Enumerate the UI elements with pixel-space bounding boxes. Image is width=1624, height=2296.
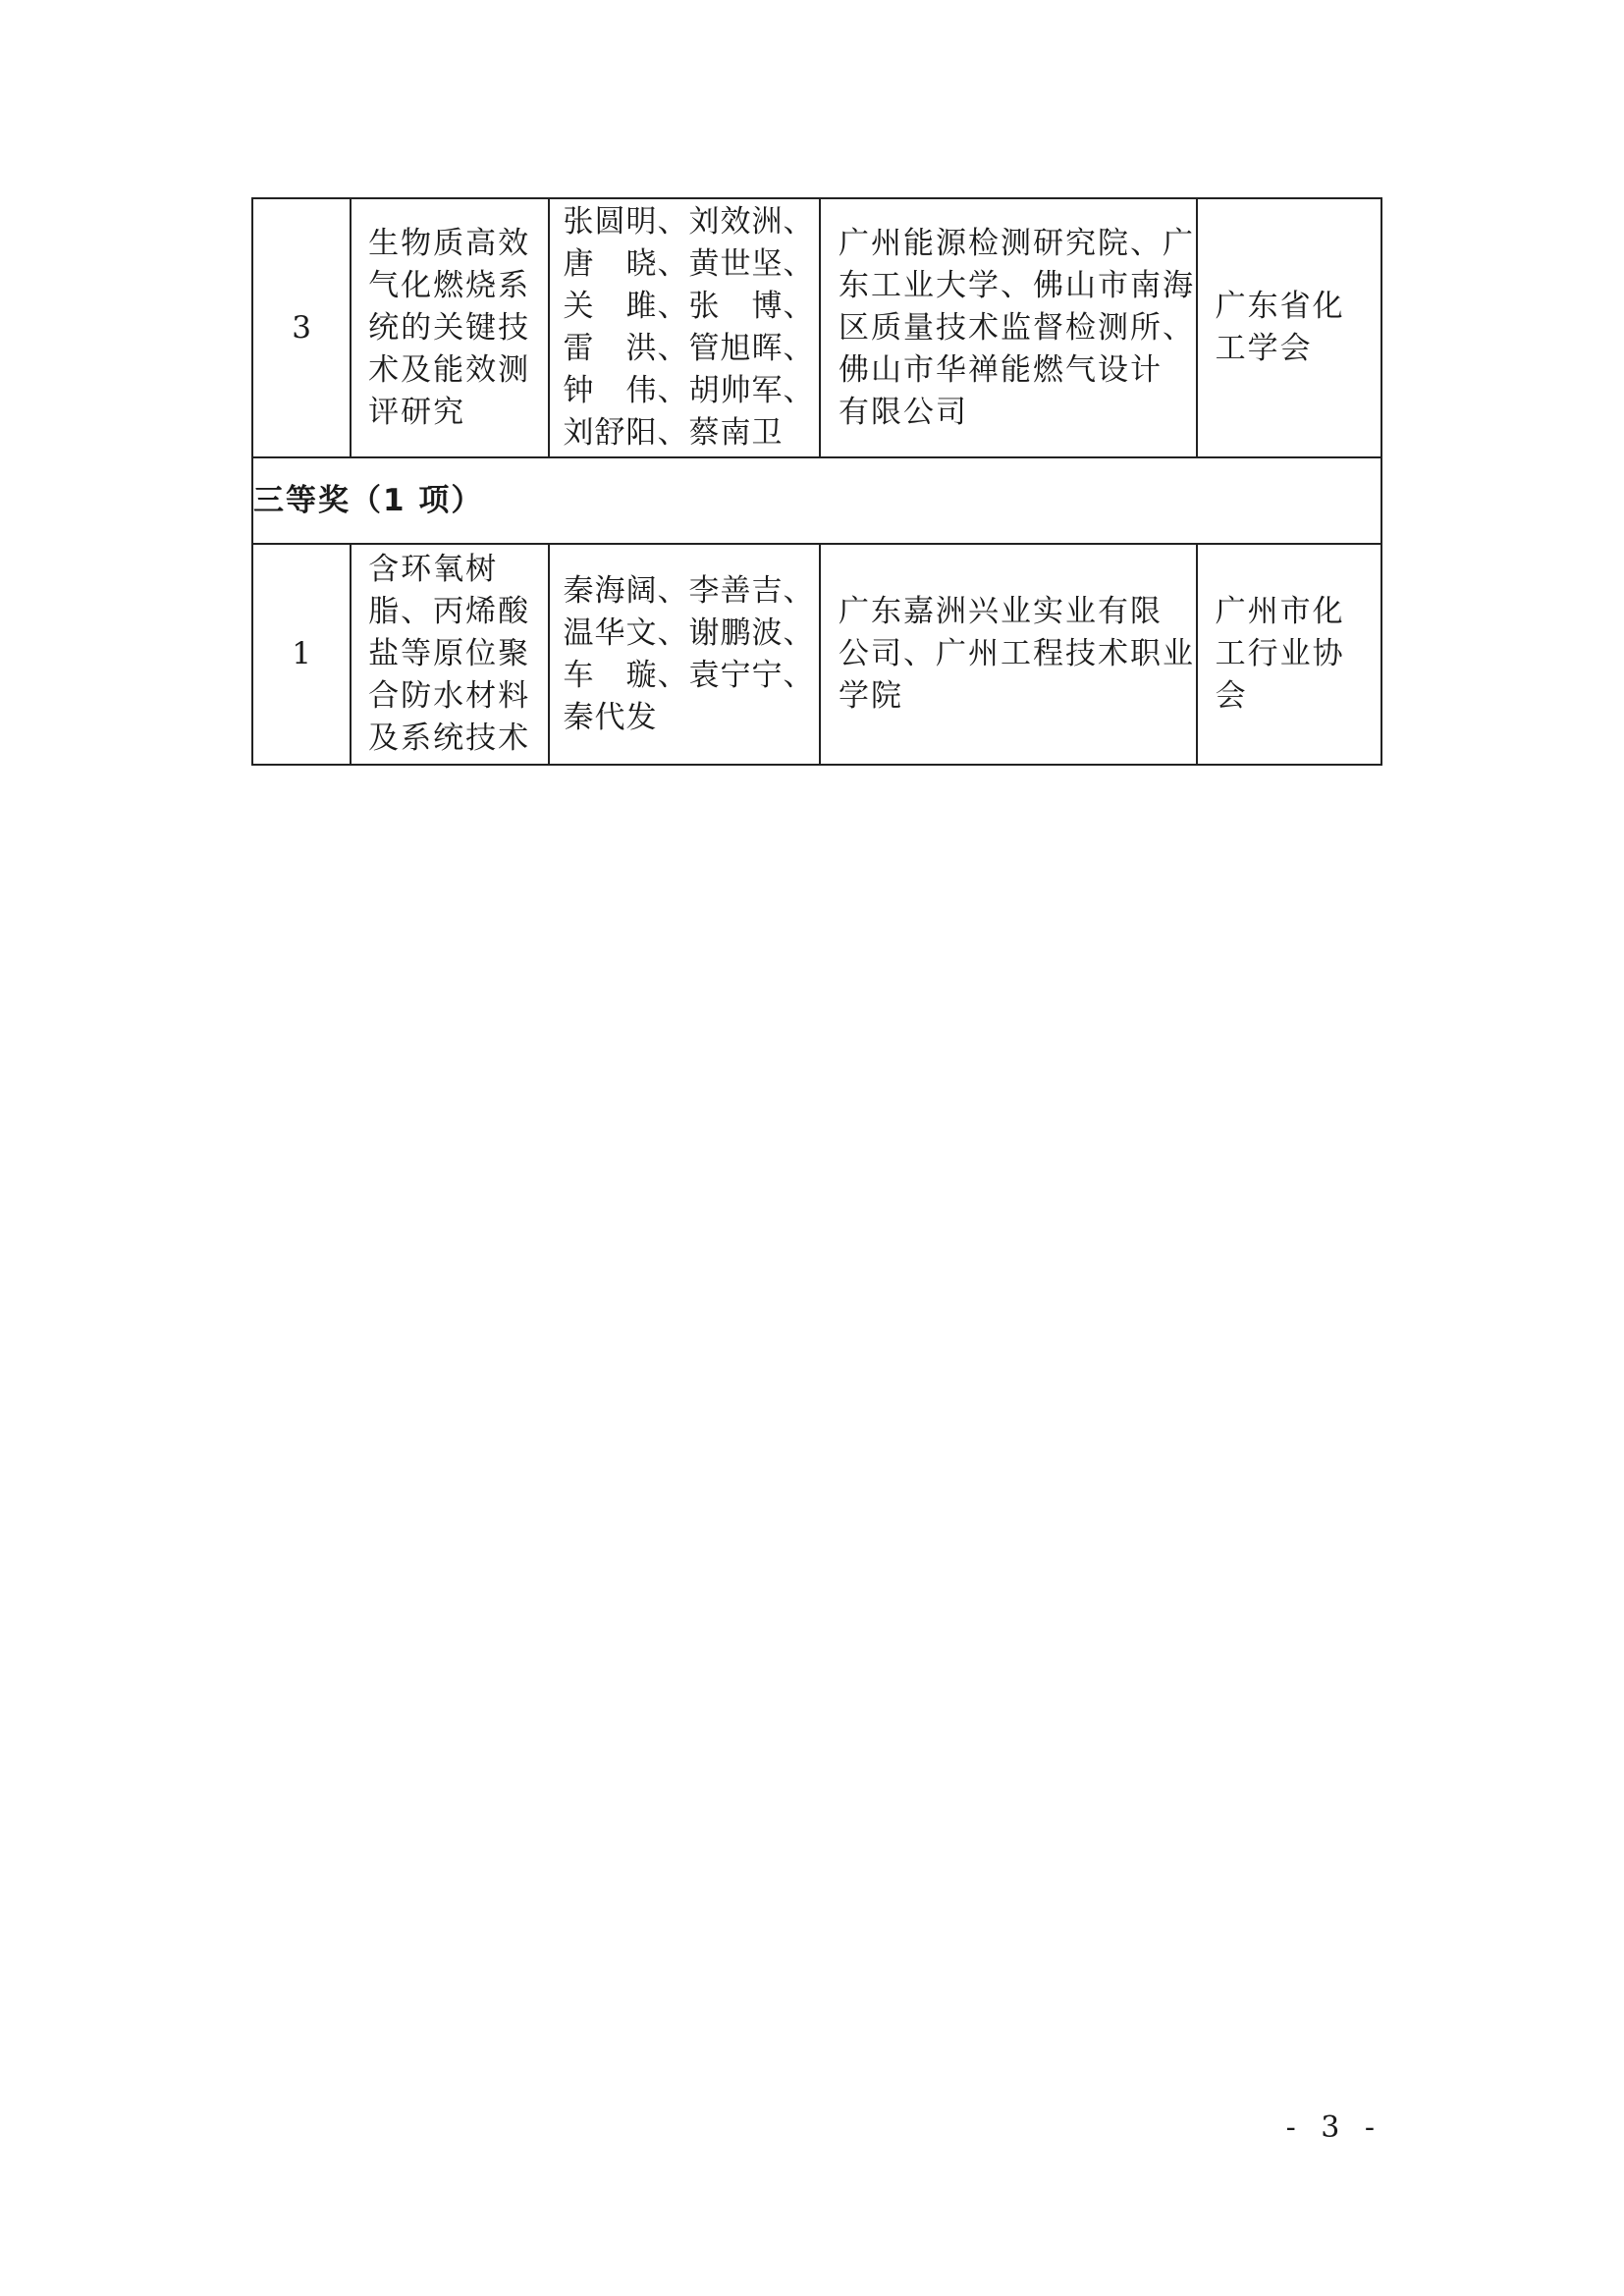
completers-line: 钟 伟、胡帅军、 [563,373,815,408]
project-name-line: 及系统技术 [368,721,531,756]
project-name-line: 盐等原位聚 [368,636,531,671]
organizations-cell [820,198,1197,457]
organizations-line: 有限公司 [838,394,968,430]
completers-cell [549,544,820,765]
project-name-line: 脂、丙烯酸 [368,594,531,629]
section-heading: 三等奖（1 项） [252,457,1381,544]
organizations-cell [820,544,1197,765]
row-number: 1 [252,544,351,765]
table-row [252,544,1381,765]
recommender-cell [1197,198,1381,457]
project-name-cell [351,544,548,765]
project-name-line: 生物质高效 [368,225,531,261]
completers-line: 刘舒阳、蔡南卫 [563,415,784,451]
completers-line: 车 璇、袁宁宁、 [563,657,815,693]
recommender-line: 工学会 [1215,331,1313,366]
row-number: 3 [252,198,351,457]
project-name-line: 合防水材料 [368,678,531,714]
project-name-line: 气化燃烧系 [368,267,531,303]
section-row [252,457,1381,544]
completers-line: 关 雎、张 博、 [563,289,815,324]
organizations-line: 佛山市华禅能燃气设计 [838,351,1163,388]
completers-line: 雷 洪、管旭晖、 [563,331,815,366]
project-name-line: 含环氧树 [368,552,499,587]
completers-line: 秦代发 [563,699,658,735]
recommender-cell [1197,544,1381,765]
project-name-line: 评研究 [368,394,466,430]
recommender-line: 会 [1215,678,1248,714]
table-row [252,198,1381,457]
organizations-line: 广州能源检测研究院、广 [838,225,1195,261]
completers-line: 温华文、谢鹏波、 [563,614,815,651]
completers-line: 秦海阔、李善吉、 [563,572,815,609]
award-table [251,197,1382,766]
organizations-line: 区质量技术监督检测所、 [838,309,1195,346]
organizations-line: 东工业大学、佛山市南海 [838,267,1195,303]
completers-line: 唐 晓、黄世坚、 [563,246,815,282]
completers-cell [549,198,820,457]
project-name-line: 统的关键技 [368,309,531,346]
page-number: - 3 - [1285,2110,1382,2145]
recommender-line: 广州市化 [1215,594,1345,629]
recommender-line: 工行业协 [1215,636,1345,671]
recommender-line: 广东省化 [1215,289,1345,324]
project-name-line: 术及能效测 [368,351,531,388]
project-name-cell [351,198,548,457]
organizations-line: 公司、广州工程技术职业 [838,636,1195,671]
completers-line: 张圆明、刘效洲、 [563,204,815,240]
organizations-line: 学院 [838,678,903,714]
organizations-line: 广东嘉洲兴业实业有限 [838,594,1163,629]
